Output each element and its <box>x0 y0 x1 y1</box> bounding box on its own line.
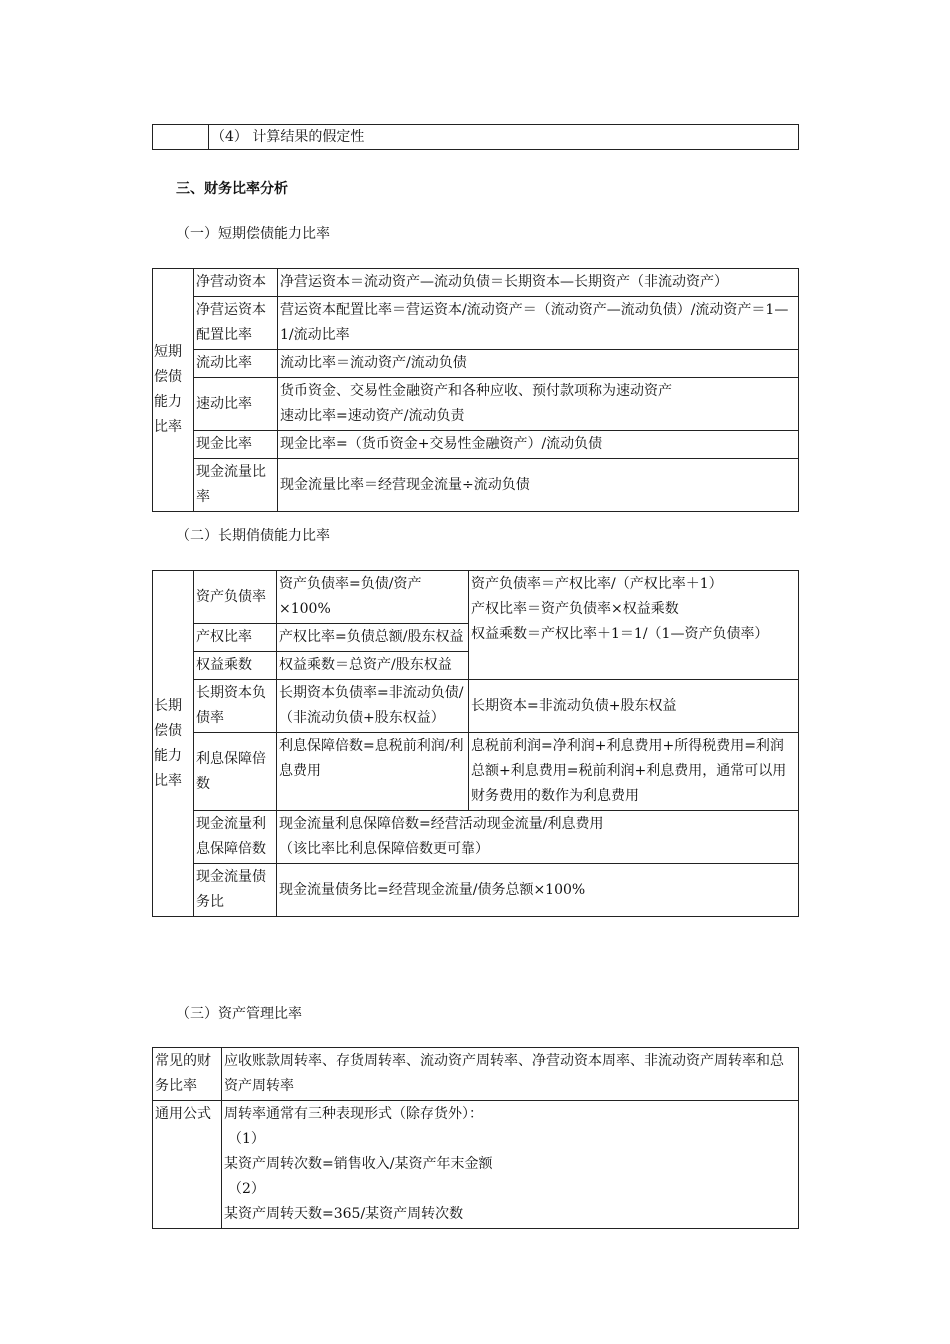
ratio-formula: 货币资金、交易性金融资产和各种应收、预付款项称为速动资产 速动比率=速动资产/流动负责 <box>278 378 799 431</box>
ratio-name: 净营动资本 <box>194 269 278 297</box>
asset-mgmt-heading: （三）资产管理比率 <box>176 1006 302 1022</box>
ratio-name: 现金流量比率 <box>194 459 278 512</box>
ratio-content: 应收账款周转率、存货周转率、流动资产周转率、净营动资本周率、非流动资产周转率和总资产周转率 <box>222 1048 799 1101</box>
ratio-name: 权益乘数 <box>194 652 277 680</box>
ratio-name: 通用公式 <box>153 1101 222 1229</box>
long-term-heading: （二）长期俏债能力比率 <box>176 528 330 544</box>
long-term-table <box>152 570 799 917</box>
ratio-formula: 现金流量利息保障倍数=经营活动现金流量/利息费用 （该比率比利息保障倍数更可靠） <box>277 811 799 864</box>
ratio-note: 长期资本=非流动负债+股东权益 <box>469 680 799 733</box>
ratio-formula: 营运资本配置比率＝营运资本/流动资产＝（流动资产—流动负债）/流动资产＝1—1/流动比率 <box>278 297 799 350</box>
top-row-right: （4） 计算结果的假定性 <box>209 125 799 150</box>
ratio-name: 资产负债率 <box>194 571 277 624</box>
ratio-content: 周转率通常有三种表现形式（除存货外）： （1） 某资产周转次数=销售收入/某资产年末金额 （2） 某资产周转天数=365/某资产周转次数 <box>222 1101 799 1229</box>
ratio-name: 常见的财务比率 <box>153 1048 222 1101</box>
ratio-formula: 长期资本负债率=非流动负债/（非流动负债+股东权益） <box>277 680 469 733</box>
ratio-formula: 现金比率=（货币资金+交易性金融资产）/流动负债 <box>278 431 799 459</box>
ratio-formula: 现金流量债务比=经营现金流量/债务总额×100% <box>277 864 799 917</box>
ratio-formula: 净营运资本＝流动资产—流动负债＝长期资本—长期资产（非流动资产） <box>278 269 799 297</box>
ratio-name: 现金比率 <box>194 431 278 459</box>
ratio-name: 产权比率 <box>194 624 277 652</box>
ratio-formula: 资产负债率=负债/资产×100% <box>277 571 469 624</box>
ratio-name: 流动比率 <box>194 350 278 378</box>
ratio-name: 净营运资本配置比率 <box>194 297 278 350</box>
ratio-name: 速动比率 <box>194 378 278 431</box>
ratio-name: 利息保障倍数 <box>194 733 277 811</box>
ratio-formula: 权益乘数＝总资产/股东权益 <box>277 652 469 680</box>
short-term-heading: （一）短期偿债能力比率 <box>176 226 330 242</box>
top-table <box>152 124 799 150</box>
ratio-note: 息税前利润=净利润+利息费用+所得税费用=利润总额+利息费用=税前利润+利息费用，通常可以用财务费用的数作为利息费用 <box>469 733 799 811</box>
section-title: 三、财务比率分析 <box>176 181 288 197</box>
ratio-name: 现金流量利息保障倍数 <box>194 811 277 864</box>
ratio-formula: 现金流量比率＝经营现金流量÷流动负债 <box>278 459 799 512</box>
short-term-table <box>152 268 799 512</box>
ratio-formula: 流动比率＝流动资产/流动负债 <box>278 350 799 378</box>
ratio-relations: 资产负债率＝产权比率/（产权比率＋1） 产权比率＝资产负债率×权益乘数 权益乘数＝产权比率＋1＝1/（1—资产负债率） <box>469 571 799 680</box>
long-term-category: 长期 偿债 能力 比率 <box>153 571 194 917</box>
ratio-name: 现金流量债务比 <box>194 864 277 917</box>
ratio-formula: 利息保障倍数=息税前利润/利息费用 <box>277 733 469 811</box>
ratio-name: 长期资本负债率 <box>194 680 277 733</box>
short-term-category: 短期 偿债 能力 比率 <box>153 269 194 512</box>
ratio-formula: 产权比率=负债总额/股东权益 <box>277 624 469 652</box>
top-row-left <box>153 125 209 150</box>
asset-mgmt-table <box>152 1047 799 1229</box>
